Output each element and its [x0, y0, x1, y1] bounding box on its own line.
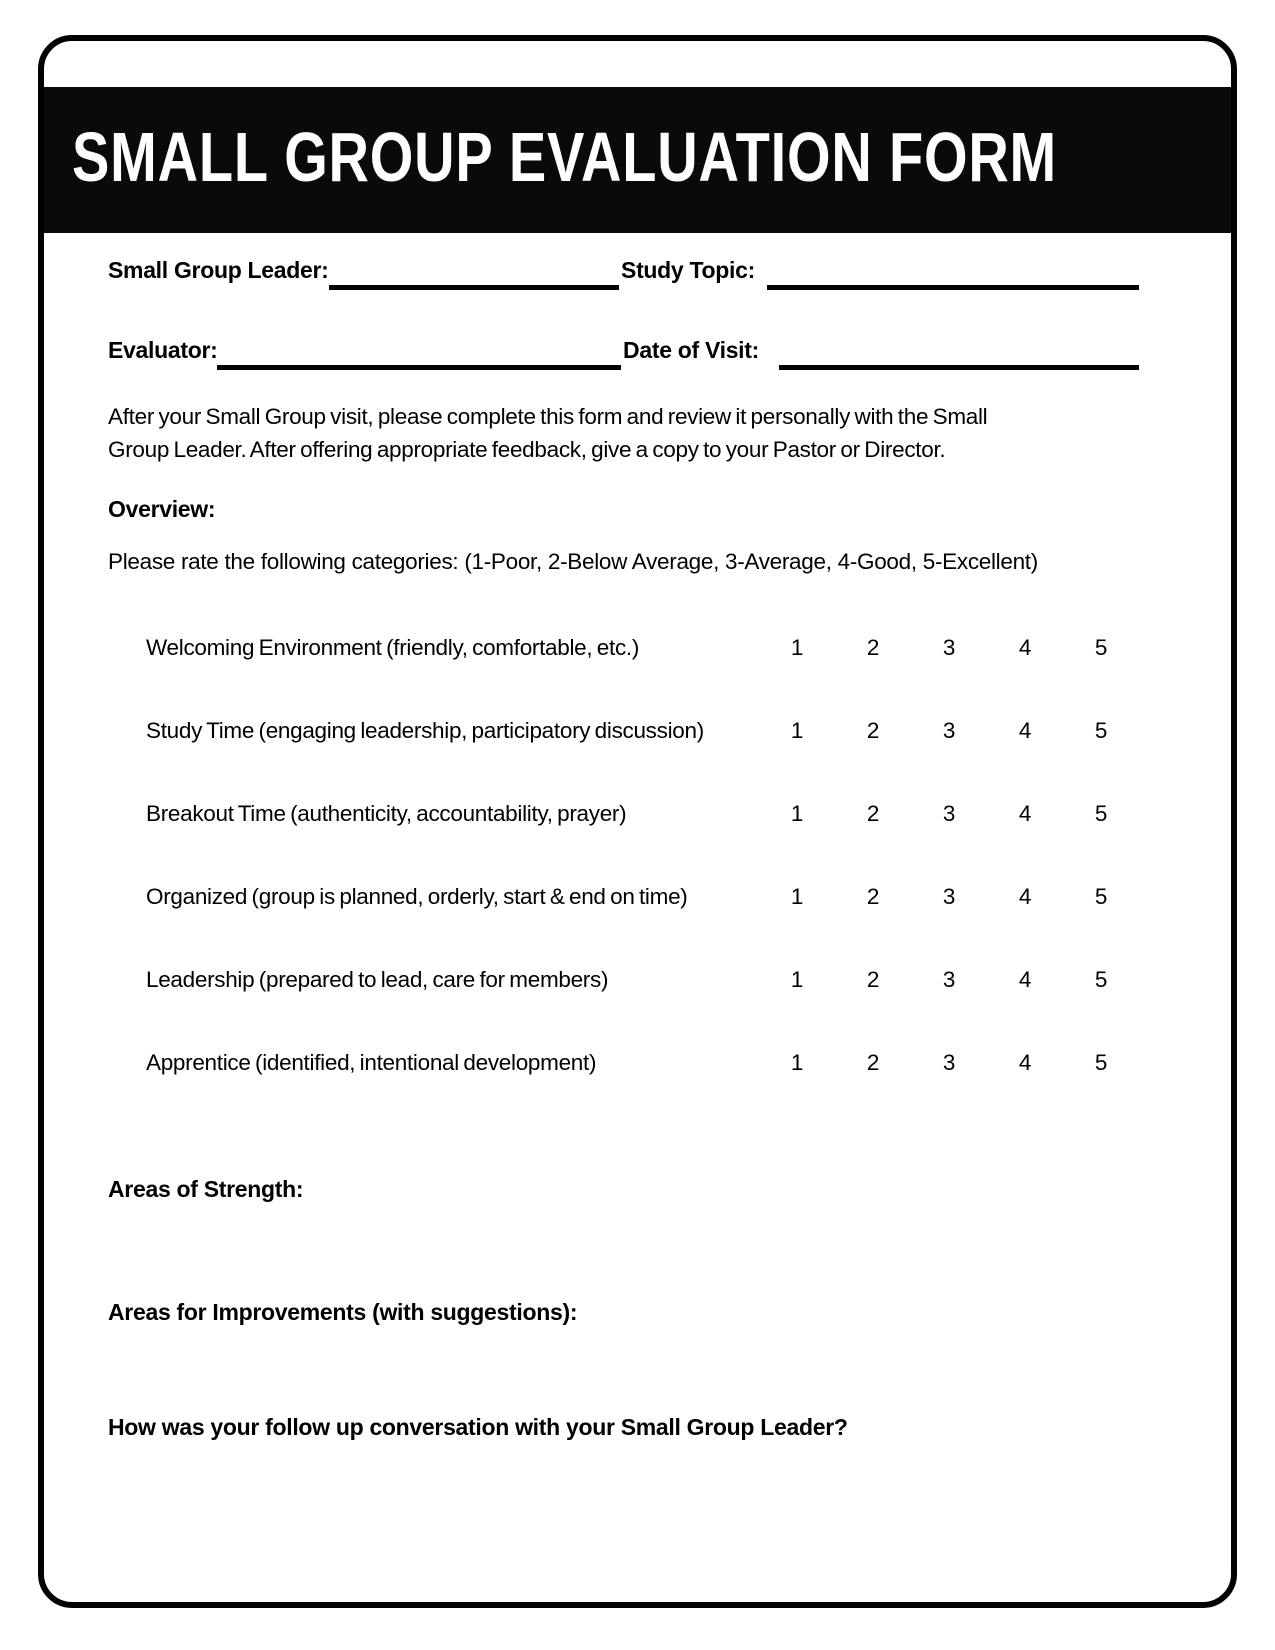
rating-option-1[interactable]: 1 — [790, 1050, 804, 1075]
rating-option-5[interactable]: 5 — [1094, 884, 1108, 909]
rating-option-1[interactable]: 1 — [790, 801, 804, 826]
rating-option-3[interactable]: 3 — [942, 884, 956, 909]
rating-option-4[interactable]: 4 — [1018, 718, 1032, 743]
rating-row-leadership — [108, 967, 1139, 995]
rating-option-3[interactable]: 3 — [942, 801, 956, 826]
intro-paragraph: After your Small Group visit, please complete this form and review it personally with the Small Group Leader. After offering appropriate feedback, give a copy to your Pastor or Director. — [108, 404, 988, 462]
rating-option-4[interactable]: 4 — [1018, 884, 1032, 909]
rating-category-label: Organized (group is planned, orderly, start & end on time) — [146, 884, 688, 909]
evaluator-label: Evaluator: — [108, 337, 218, 363]
rating-option-2[interactable]: 2 — [866, 967, 880, 992]
rating-option-1[interactable]: 1 — [790, 967, 804, 992]
rating-category-label: Welcoming Environment (friendly, comfortable, etc.) — [146, 635, 640, 660]
date-of-visit-input-line[interactable] — [779, 335, 1139, 370]
rating-option-5[interactable]: 5 — [1094, 967, 1108, 992]
rating-row-breakout-time — [108, 801, 1139, 829]
rating-option-4[interactable]: 4 — [1018, 635, 1032, 660]
rating-scale — [759, 635, 1139, 661]
areas-for-improvements-heading: Areas for Improvements (with suggestions): — [108, 1299, 578, 1325]
rating-option-1[interactable]: 1 — [790, 718, 804, 743]
title-banner — [44, 87, 1231, 233]
form-title: SMALL GROUP EVALUATION FORM — [72, 118, 1058, 196]
form-content — [44, 233, 1231, 1441]
rating-option-3[interactable]: 3 — [942, 718, 956, 743]
rating-option-1[interactable]: 1 — [790, 884, 804, 909]
rating-option-4[interactable]: 4 — [1018, 967, 1032, 992]
rating-row-apprentice — [108, 1050, 1139, 1078]
evaluator-input-line[interactable] — [217, 335, 621, 370]
rating-category-label: Breakout Time (authenticity, accountability, prayer) — [146, 801, 627, 826]
rating-option-5[interactable]: 5 — [1094, 1050, 1108, 1075]
rating-scale — [759, 801, 1139, 827]
rating-option-4[interactable]: 4 — [1018, 801, 1032, 826]
rating-scale — [759, 718, 1139, 744]
rating-table — [108, 635, 1139, 1078]
page-border-frame — [38, 35, 1237, 1608]
rating-option-5[interactable]: 5 — [1094, 718, 1108, 743]
rating-row-organized — [108, 884, 1139, 912]
rating-instructions: Please rate the following categories: (1-Poor, 2-Below Average, 3-Average, 4-Good, 5-Excellent) — [108, 549, 1038, 574]
rating-option-2[interactable]: 2 — [866, 718, 880, 743]
areas-of-strength-heading: Areas of Strength: — [108, 1176, 304, 1202]
rating-option-2[interactable]: 2 — [866, 801, 880, 826]
follow-up-question-heading: How was your follow up conversation with your Small Group Leader? — [108, 1414, 848, 1440]
rating-option-3[interactable]: 3 — [942, 1050, 956, 1075]
study-topic-label: Study Topic: — [621, 257, 755, 283]
rating-option-3[interactable]: 3 — [942, 967, 956, 992]
rating-row-welcoming-environment — [108, 635, 1139, 663]
rating-option-3[interactable]: 3 — [942, 635, 956, 660]
overview-heading: Overview: — [108, 496, 216, 522]
small-group-leader-label: Small Group Leader: — [108, 257, 329, 283]
rating-option-2[interactable]: 2 — [866, 1050, 880, 1075]
rating-row-study-time — [108, 718, 1139, 746]
date-of-visit-label: Date of Visit: — [623, 337, 759, 363]
rating-scale — [759, 884, 1139, 910]
rating-option-4[interactable]: 4 — [1018, 1050, 1032, 1075]
rating-option-2[interactable]: 2 — [866, 635, 880, 660]
rating-category-label: Study Time (engaging leadership, participatory discussion) — [146, 718, 704, 743]
rating-scale — [759, 1050, 1139, 1076]
field-row-leader-topic — [108, 255, 1139, 290]
rating-option-2[interactable]: 2 — [866, 884, 880, 909]
rating-category-label: Leadership (prepared to lead, care for members) — [146, 967, 609, 992]
rating-scale — [759, 967, 1139, 993]
rating-option-1[interactable]: 1 — [790, 635, 804, 660]
field-row-evaluator-date — [108, 335, 1139, 370]
rating-option-5[interactable]: 5 — [1094, 801, 1108, 826]
small-group-leader-input-line[interactable] — [329, 255, 620, 290]
study-topic-input-line[interactable] — [767, 255, 1139, 290]
rating-option-5[interactable]: 5 — [1094, 635, 1108, 660]
rating-category-label: Apprentice (identified, intentional development) — [146, 1050, 597, 1075]
